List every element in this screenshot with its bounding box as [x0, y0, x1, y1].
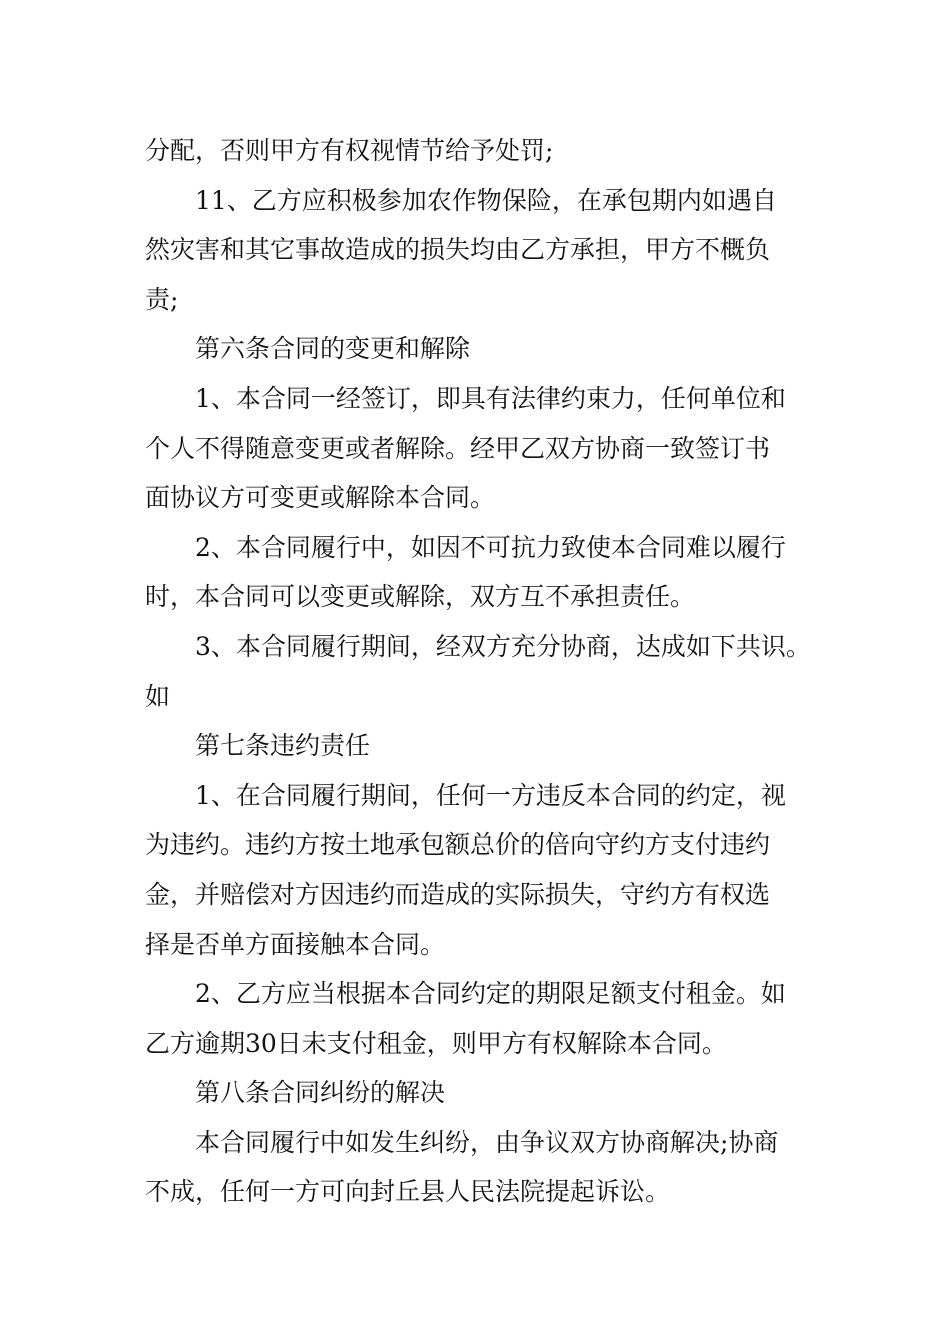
text-line: 分配，否则甲方有权视情节给予处罚; — [145, 136, 554, 165]
text-line: 面协议方可变更或解除本合同。 — [145, 483, 496, 513]
text-line: 3、本合同履行期间，经双方充分协商，达成如下共识。 — [195, 631, 811, 661]
text-line: 如 — [145, 681, 171, 711]
text-line: 乙方逾期30日未支付租金，则甲方有权解除本合同。 — [145, 1028, 727, 1058]
text-line: 为违约。违约方按土地承包额总价的倍向守约方支付违约 — [145, 830, 771, 860]
document-page — [145, 126, 825, 1217]
text-line: 1、本合同一经签订，即具有法律约束力，任何单位和 — [195, 383, 786, 413]
text-line: 然灾害和其它事故造成的损失均由乙方承担，甲方不概负 — [145, 235, 771, 265]
text-line: 金，并赔偿对方因违约而造成的实际损失，守约方有权选 — [145, 879, 771, 909]
section-heading: 第八条合同纠纷的解决 — [195, 1078, 446, 1108]
text-line: 个人不得随意变更或者解除。经甲乙双方协商一致签订书 — [145, 433, 771, 463]
text-line: 11、乙方应积极参加农作物保险，在承包期内如遇自 — [195, 185, 777, 215]
text-line: 责; — [145, 284, 179, 314]
text-line: 时，本合同可以变更或解除，双方互不承担责任。 — [145, 582, 696, 612]
text-line: 不成，任何一方可向封丘县人民法院提起诉讼。 — [145, 1177, 671, 1207]
section-heading: 第七条违约责任 — [195, 731, 371, 761]
text-line: 2、乙方应当根据本合同约定的期限足额支付租金。如 — [195, 979, 786, 1009]
text-line: 择是否单方面接触本合同。 — [145, 929, 446, 959]
text-line: 2、本合同履行中，如因不可抗力致使本合同难以履行 — [195, 532, 786, 562]
text-line: 1、在合同履行期间，任何一方违反本合同的约定，视 — [195, 780, 786, 810]
text-line: 本合同履行中如发生纠纷，由争议双方协商解决;协商 — [195, 1127, 779, 1157]
section-heading: 第六条合同的变更和解除 — [195, 334, 471, 364]
